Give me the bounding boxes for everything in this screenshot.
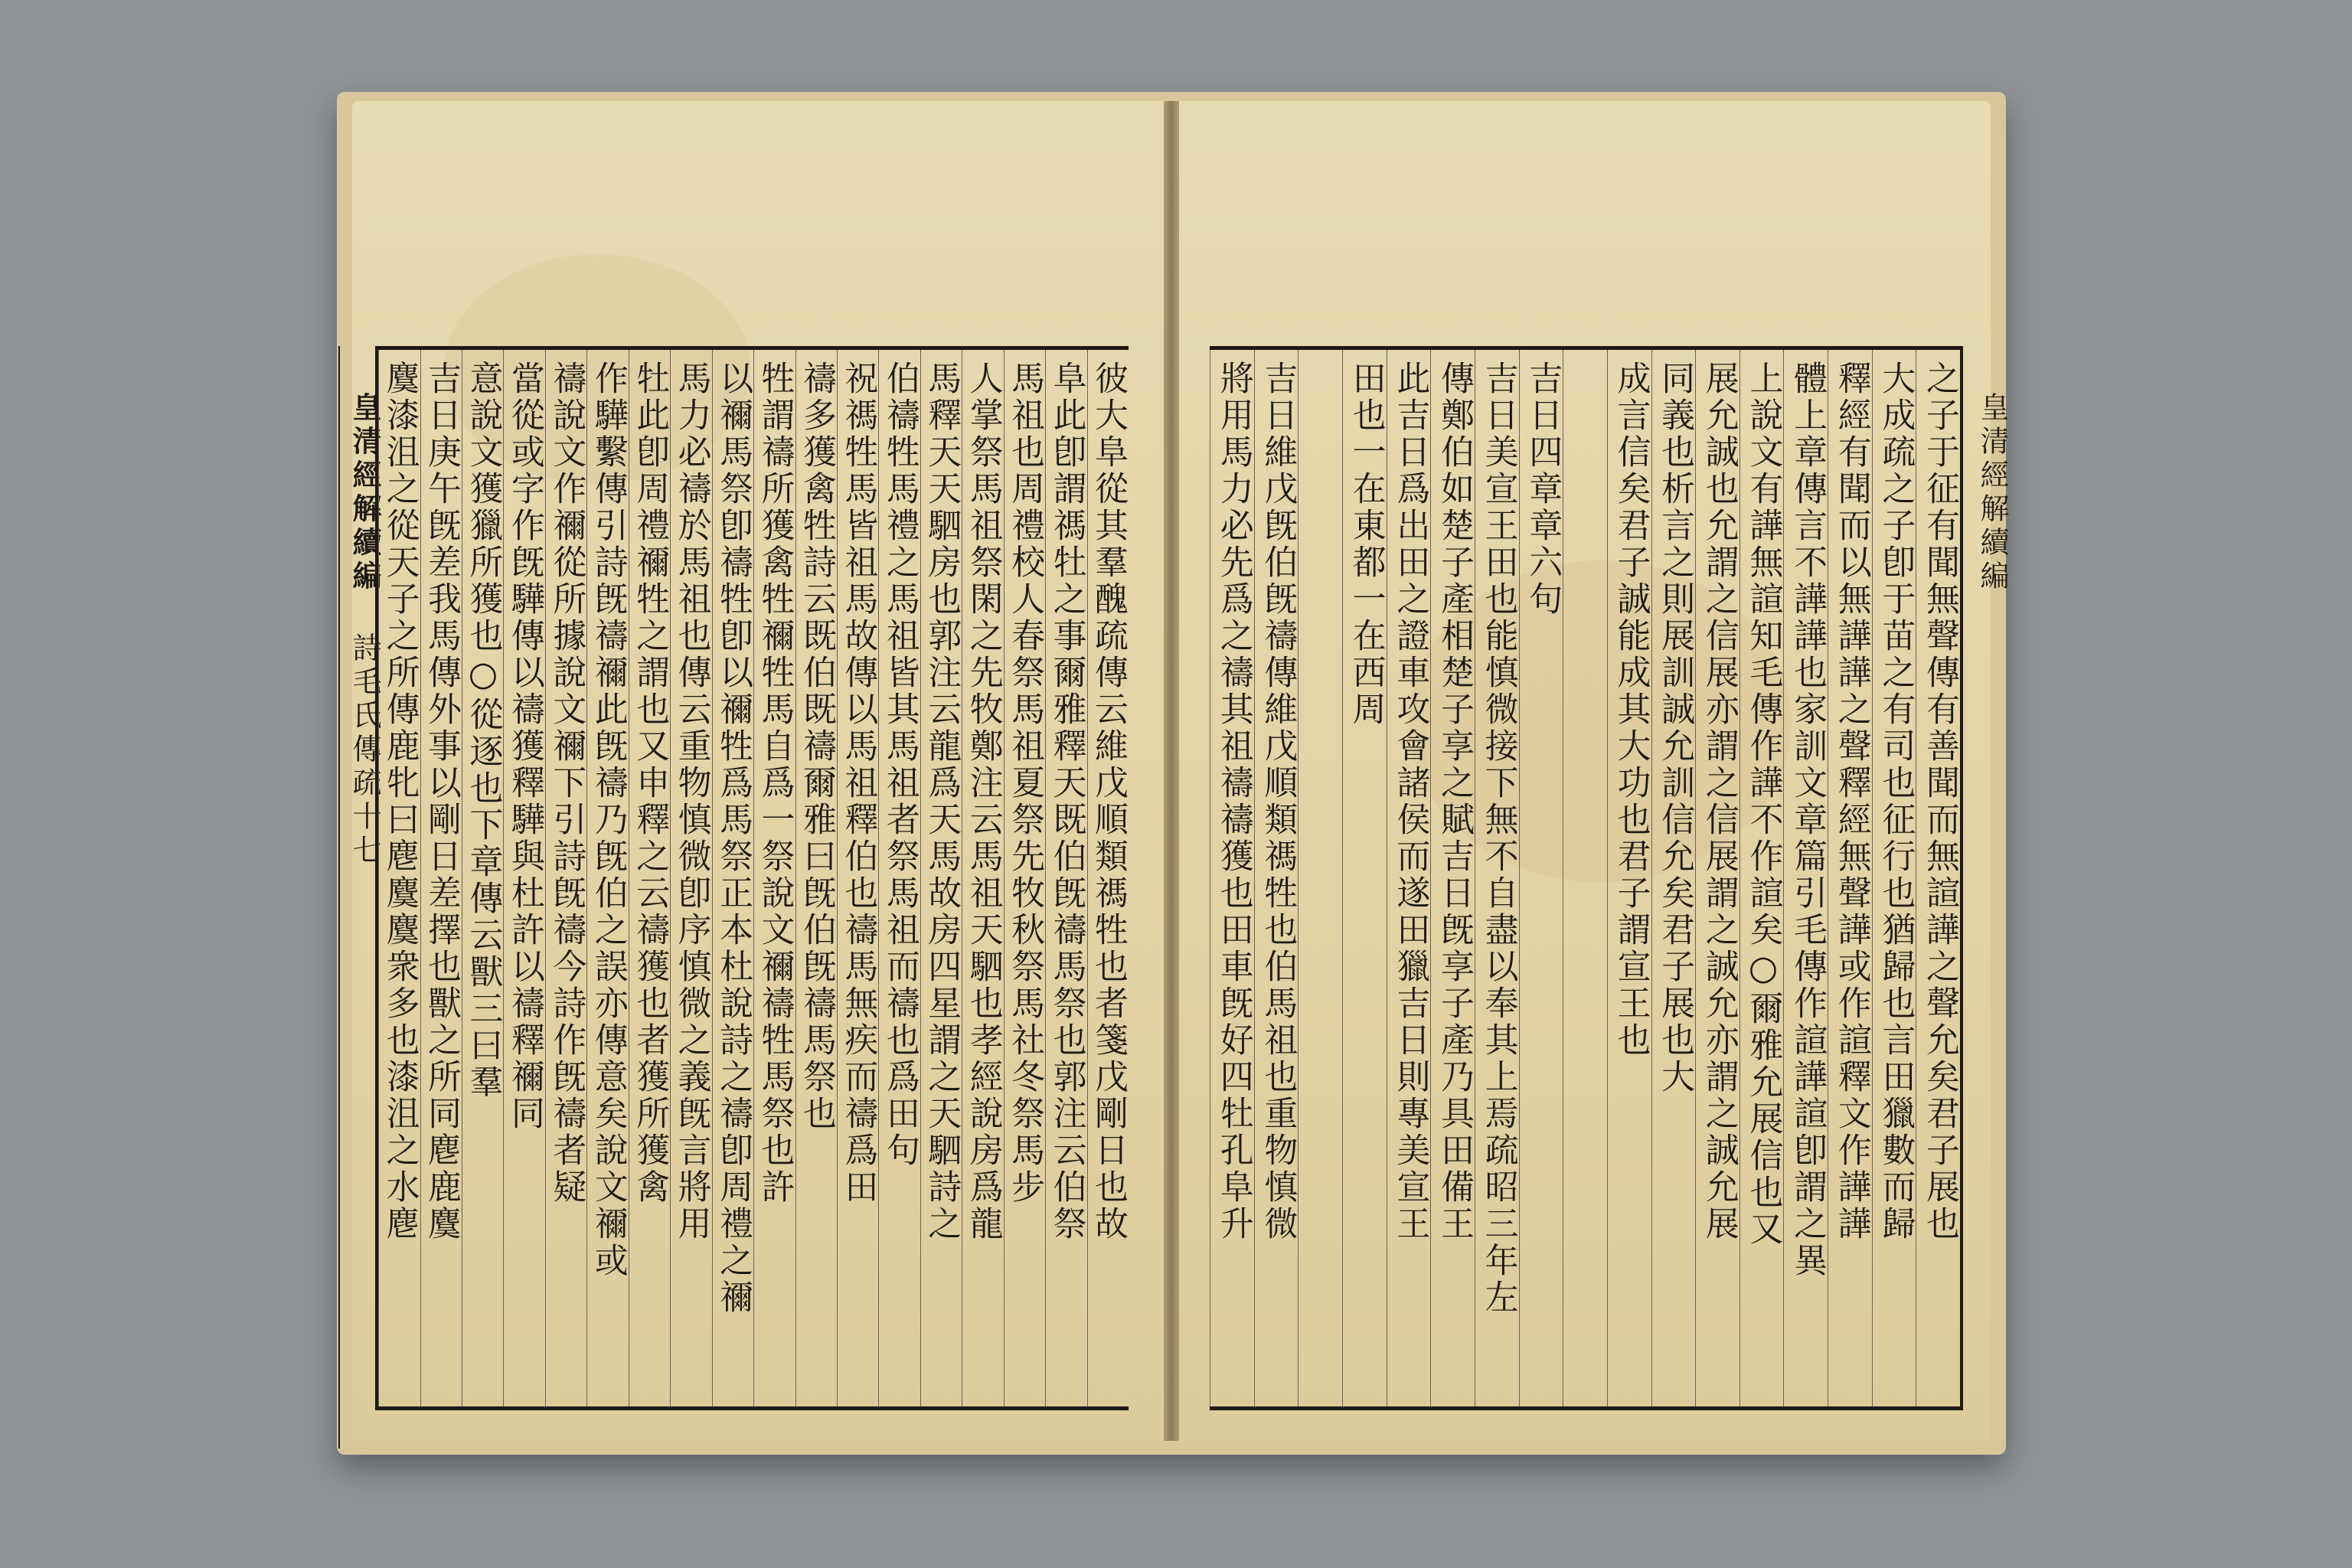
text-column: 阜此卽謂禡牡之事爾雅釋天既伯旣禱馬祭也郭注云伯祭 — [1045, 350, 1086, 1406]
text-column: 釋經有聞而以無譁譁之聲釋經無聲譁或作諠釋文作譁譁 — [1828, 350, 1872, 1406]
left-text-columns — [378, 350, 1129, 1406]
text-column: 吉日美宣王田也能慎微接下無不自盡以奉其上焉疏昭三年左 — [1475, 350, 1519, 1406]
text-column: 馬力必禱於馬祖也傳云重物慎微卽序慎微之義旣言將用 — [670, 350, 711, 1406]
text-column: 馬釋天天駟房也郭注云龍爲天馬故房四星謂之天駟詩之 — [920, 350, 962, 1406]
text-column: 同義也析言之則展訓誠允訓信允矣君子展也大 — [1651, 350, 1696, 1406]
text-column — [1563, 350, 1607, 1406]
text-column: 麌漆沮之從天子之所傳鹿牝曰麀麌麌衆多也漆沮之水麀 — [378, 350, 420, 1406]
text-column: 上說文有譁無諠知毛傳作譁不作諠矣○爾雅允展信也又 — [1740, 350, 1784, 1406]
text-column: 禱多獲禽牲詩云既伯既禱爾雅曰旣伯旣禱馬祭也 — [795, 350, 837, 1406]
text-column: 吉日四章章六句 — [1519, 350, 1563, 1406]
text-column: 當從或字作旣驊傳以禱獲釋驊與杜許以禱釋禰同 — [503, 350, 544, 1406]
right-text-columns — [1210, 350, 1960, 1406]
left-margin-subtitle: 詩毛氏傳疏十七 — [348, 632, 381, 868]
right-page-margin — [1968, 346, 2014, 1449]
text-column: 傳鄭伯如楚子產相楚子享之賦吉日旣享子產乃具田備王 — [1430, 350, 1475, 1406]
text-column: 田也一在東都一在西周 — [1342, 350, 1387, 1406]
text-column: 吉日維戊旣伯旣禱傳維戊順類禡牲也伯馬祖也重物慎微 — [1254, 350, 1298, 1406]
text-column: 牡此卽周禮禰牲之謂也又申釋之云禱獲也者獲所獲禽 — [629, 350, 670, 1406]
text-column: 作驊繫傳引詩旣禱禰此旣禱乃旣伯之誤亦傳意矣說文禰或 — [586, 350, 628, 1406]
right-page — [1179, 101, 2009, 1441]
text-column: 祝禡牲馬皆祖馬故傳以馬祖釋伯也禱馬無疾而禱爲田 — [837, 350, 878, 1406]
text-column: 吉日庚午旣差我馬傳外事以剛日差擇也獸之所同麀鹿麌 — [420, 350, 462, 1406]
text-column: 馬祖也周禮校人春祭馬祖夏祭先牧秋祭馬社冬祭馬步 — [1004, 350, 1045, 1406]
text-column: 之子于征有聞無聲傳有善聞而無諠譁之聲允矣君子展也 — [1916, 350, 1960, 1406]
text-column: 禱說文作禰從所據說文禰下引詩旣禱今詩作旣禱者疑 — [545, 350, 586, 1406]
text-column — [1298, 350, 1342, 1406]
left-text-frame — [375, 346, 1129, 1410]
open-book — [337, 92, 2009, 1455]
text-column: 以禰馬祭卽禱牲卽以禰牲爲馬祭正本杜說詩之禱卽周禮之禰 — [712, 350, 753, 1406]
text-column: 大成疏之子卽于苗之有司也征行也猶歸也言田獵數而歸 — [1872, 350, 1916, 1406]
text-column: 意說文獲獵所獲也○從逐也下章傳云獸三曰羣 — [462, 350, 503, 1406]
text-column: 牲謂禱所獲禽牲禰牲馬自爲一祭說文禰禱牲馬祭也許 — [753, 350, 795, 1406]
text-column: 體上章傳言不譁譁也家訓文章篇引毛傳作諠譁諠卽謂之異 — [1783, 350, 1828, 1406]
text-column: 彼大阜從其羣醜疏傳云維戊順類禡牲也者箋戊剛日也故 — [1087, 350, 1129, 1406]
left-margin-title: 皇清經解續編 — [348, 392, 382, 594]
text-column: 伯禱牲馬禮之馬祖皆其馬祖者祭馬祖而禱也爲田句 — [878, 350, 920, 1406]
text-column: 人掌祭馬祖祭閑之先牧鄭注云馬祖天駟也孝經說房爲龍 — [962, 350, 1003, 1406]
text-column: 成言信矣君子誠能成其大功也君子謂宣王也 — [1607, 350, 1651, 1406]
book-gutter — [1162, 101, 1181, 1441]
text-column: 將用馬力必先爲之禱其祖禱禱獲也田車旣好四牡孔阜升 — [1210, 350, 1254, 1406]
text-column: 此吉日爲出田之證車攻會諸侯而遂田獵吉日則專美宣王 — [1387, 350, 1431, 1406]
right-text-frame — [1210, 346, 1963, 1410]
text-column: 展允誠也允謂之信展亦謂之信展謂之誠允亦謂之誠允展 — [1695, 350, 1740, 1406]
right-margin-title: 皇清經解續編 — [1975, 392, 2009, 594]
left-page — [348, 101, 1164, 1441]
